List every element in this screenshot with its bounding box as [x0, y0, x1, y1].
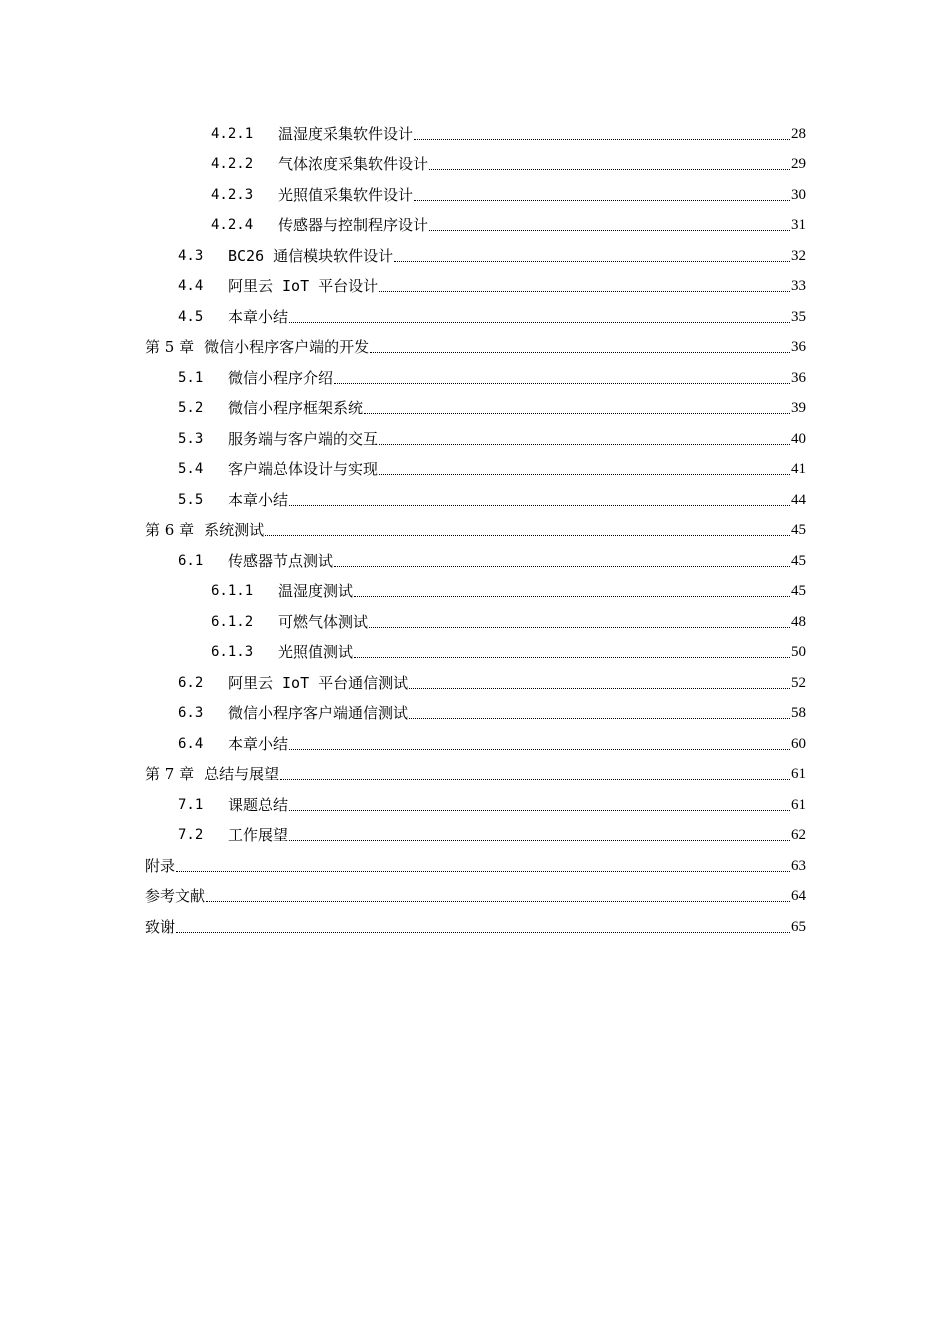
toc-dot-leader	[289, 749, 790, 750]
toc-entry-page-number: 48	[791, 613, 806, 630]
toc-entry-title: 气体浓度采集软件设计	[278, 155, 429, 173]
toc-dot-leader	[176, 932, 790, 933]
toc-dot-leader	[289, 505, 790, 506]
toc-entry-page-number: 50	[791, 644, 806, 660]
toc-entry-page-number: 45	[791, 552, 806, 569]
toc-entry-number: 4.2.3	[211, 186, 254, 203]
toc-entry[interactable]	[145, 693, 806, 724]
toc-entry-page-number: 45	[791, 583, 806, 599]
toc-entry[interactable]	[145, 174, 806, 205]
toc-entry-page-number: 63	[791, 857, 806, 874]
toc-entry-page-number: 28	[791, 125, 806, 142]
toc-entry-page-number: 52	[791, 674, 806, 691]
toc-entry-number: 6.3	[178, 705, 204, 721]
toc-entry-number: 4.2.4	[211, 217, 254, 233]
toc-dot-leader	[289, 322, 790, 323]
toc-entry-title: 温湿度采集软件设计	[278, 124, 414, 143]
toc-dot-leader	[334, 566, 790, 567]
toc-entry-number: 4.2.2	[211, 156, 254, 172]
toc-entry[interactable]	[145, 479, 806, 510]
toc-entry[interactable]	[145, 906, 806, 937]
toc-entry-page-number: 30	[791, 186, 806, 203]
toc-entry[interactable]	[145, 723, 806, 754]
toc-entry-page-number: 35	[791, 308, 806, 325]
toc-entry-number: 6.2	[178, 674, 204, 691]
toc-entry-title: 工作展望	[228, 826, 289, 844]
toc-entry-number: 7.1	[178, 796, 204, 813]
toc-entry-number: 5.4	[178, 461, 204, 477]
toc-entry-page-number: 29	[791, 156, 806, 172]
toc-dot-leader	[354, 596, 790, 597]
toc-entry-title: 本章小结	[228, 490, 289, 509]
toc-entry-page-number: 33	[791, 278, 806, 294]
toc-entry-title: 附录	[145, 856, 176, 875]
toc-entry-page-number: 36	[791, 339, 806, 355]
toc-entry-title: 微信小程序客户端通信测试	[228, 704, 409, 722]
toc-entry-page-number: 40	[791, 430, 806, 447]
toc-entry-page-number: 44	[791, 491, 806, 508]
toc-entry-number: 4.3	[178, 247, 204, 264]
toc-entry-number: 6.1.2	[211, 613, 254, 630]
toc-entry-number: 6.1.1	[211, 583, 254, 599]
toc-entry[interactable]	[145, 266, 806, 297]
toc-entry[interactable]	[145, 327, 806, 358]
toc-entry-title: 温湿度测试	[278, 582, 354, 600]
toc-dot-leader	[370, 352, 790, 353]
toc-entry[interactable]	[145, 845, 806, 876]
toc-entry[interactable]	[145, 510, 806, 541]
toc-entry-title: 可燃气体测试	[278, 612, 369, 631]
toc-entry-page-number: 58	[791, 705, 806, 721]
toc-entry-title: 系统测试	[204, 521, 265, 539]
toc-entry-page-number: 64	[791, 888, 806, 904]
toc-dot-leader	[265, 535, 790, 536]
toc-dot-leader	[379, 291, 790, 292]
toc-entry[interactable]	[145, 754, 806, 785]
toc-dot-leader	[280, 779, 790, 780]
toc-dot-leader	[409, 718, 790, 719]
toc-entry-title: BC26 通信模块软件设计	[228, 246, 394, 265]
toc-entry-page-number: 32	[791, 247, 806, 264]
toc-dot-leader	[429, 230, 790, 231]
table-of-contents	[145, 113, 806, 937]
toc-entry-title: 阿里云 IoT 平台设计	[228, 277, 379, 295]
toc-entry-title: 课题总结	[228, 795, 289, 814]
toc-dot-leader	[429, 169, 790, 170]
toc-entry-page-number: 41	[791, 461, 806, 477]
toc-entry-number: 5.3	[178, 430, 204, 447]
toc-entry-page-number: 65	[791, 918, 806, 935]
toc-entry-title: 本章小结	[228, 307, 289, 326]
toc-entry-title: 客户端总体设计与实现	[228, 460, 379, 478]
toc-entry-title: 微信小程序介绍	[228, 368, 334, 387]
toc-entry-title: 光照值测试	[278, 643, 354, 661]
toc-entry[interactable]	[145, 205, 806, 236]
toc-entry[interactable]	[145, 632, 806, 663]
toc-entry-number: 4.5	[178, 308, 204, 325]
toc-dot-leader	[379, 444, 790, 445]
toc-entry[interactable]	[145, 876, 806, 907]
toc-entry-page-number: 61	[791, 796, 806, 813]
toc-entry-number: 5.1	[178, 369, 204, 386]
toc-entry-title: 传感器节点测试	[228, 551, 334, 570]
toc-dot-leader	[334, 383, 790, 384]
toc-entry[interactable]	[145, 144, 806, 175]
toc-entry[interactable]	[145, 418, 806, 449]
toc-entry[interactable]	[145, 815, 806, 846]
toc-entry-page-number: 39	[791, 400, 806, 416]
toc-entry[interactable]	[145, 357, 806, 388]
toc-entry-page-number: 62	[791, 827, 806, 843]
toc-entry-number: 5.5	[178, 491, 204, 508]
toc-dot-leader	[394, 261, 790, 262]
toc-dot-leader	[414, 139, 790, 140]
toc-entry[interactable]	[145, 113, 806, 144]
toc-entry-number: 5.2	[178, 400, 204, 416]
toc-entry[interactable]	[145, 296, 806, 327]
toc-entry-page-number: 60	[791, 735, 806, 752]
toc-entry-title: 参考文献	[145, 887, 206, 905]
toc-entry-number: 7.2	[178, 827, 204, 843]
toc-entry-number: 6.1	[178, 552, 204, 569]
toc-entry[interactable]	[145, 571, 806, 602]
toc-dot-leader	[364, 413, 790, 414]
toc-entry-page-number: 36	[791, 369, 806, 386]
toc-dot-leader	[289, 840, 790, 841]
toc-entry[interactable]	[145, 540, 806, 571]
toc-entry[interactable]	[145, 601, 806, 632]
toc-entry-title: 总结与展望	[204, 765, 280, 783]
toc-entry-title: 光照值采集软件设计	[278, 185, 414, 204]
toc-entry-title: 传感器与控制程序设计	[278, 216, 429, 234]
toc-dot-leader	[354, 657, 790, 658]
toc-entry-title: 致谢	[145, 917, 176, 936]
toc-entry-number: 4.2.1	[211, 125, 254, 142]
toc-entry-number: 第 7 章	[145, 765, 195, 783]
toc-entry-title: 服务端与客户端的交互	[228, 429, 379, 448]
toc-dot-leader	[289, 810, 790, 811]
toc-entry[interactable]	[145, 235, 806, 266]
toc-entry-number: 6.1.3	[211, 644, 254, 660]
toc-dot-leader	[414, 200, 790, 201]
toc-entry[interactable]	[145, 449, 806, 480]
toc-entry-title: 本章小结	[228, 734, 289, 753]
toc-dot-leader	[176, 871, 790, 872]
toc-entry-page-number: 45	[791, 522, 806, 538]
toc-dot-leader	[206, 901, 790, 902]
toc-entry-page-number: 61	[791, 766, 806, 782]
toc-dot-leader	[379, 474, 790, 475]
toc-entry-number: 6.4	[178, 735, 204, 752]
toc-entry[interactable]	[145, 662, 806, 693]
toc-entry-number: 第 6 章	[145, 521, 195, 539]
toc-entry-title: 微信小程序客户端的开发	[204, 338, 370, 356]
toc-entry-title: 阿里云 IoT 平台通信测试	[228, 673, 409, 692]
toc-entry-number: 第 5 章	[145, 338, 195, 356]
toc-dot-leader	[369, 627, 790, 628]
toc-dot-leader	[409, 688, 790, 689]
toc-entry-title: 微信小程序框架系统	[228, 399, 364, 417]
toc-entry-page-number: 31	[791, 217, 806, 233]
toc-entry-number: 4.4	[178, 278, 204, 294]
toc-entry[interactable]	[145, 784, 806, 815]
toc-entry[interactable]	[145, 388, 806, 419]
